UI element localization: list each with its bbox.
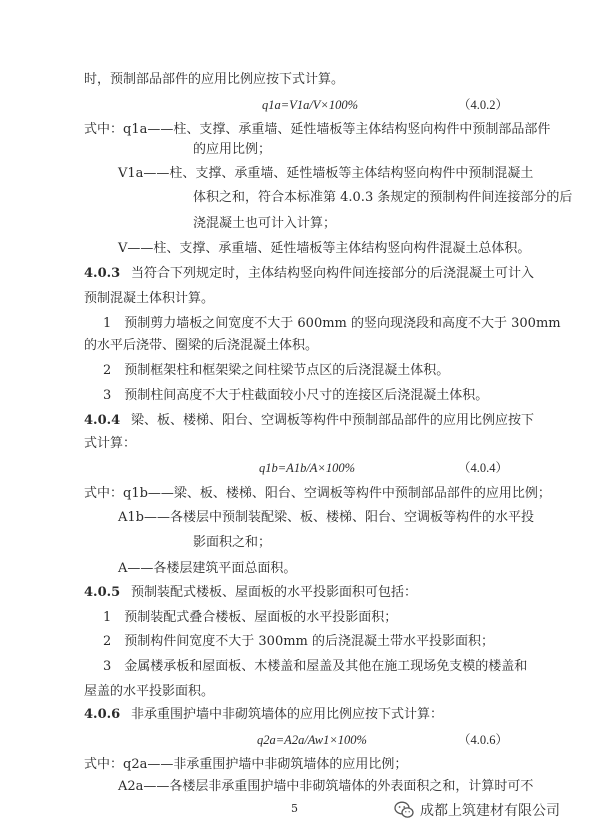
clause-number: 4.0.4 <box>84 413 121 428</box>
definition-line: 体积之和，符合本标准第 4.0.3 条规定的预制构件间连接部分的后 <box>193 190 573 205</box>
list-item: 的水平后浇带、圈梁的后浇混凝土体积。 <box>84 338 319 353</box>
clause-text: 非承重围护墙中非砌筑墙体的应用比例应按下式计算： <box>131 707 444 722</box>
list-item: 1 预制装配式叠合楼板、屋面板的水平投影面积； <box>103 610 398 625</box>
list-item: 3 预制柱间高度不大于柱截面较小尺寸的连接区后浇混凝土体积。 <box>103 388 489 403</box>
definition-line: 的应用比例； <box>193 142 272 157</box>
text-line: 时，预制部品部件的应用比例应按下式计算。 <box>84 72 345 87</box>
definition-line: A1b——各楼层中预制装配梁、板、楼梯、阳台、空调板等构件的水平投 <box>118 510 534 525</box>
clause-text: 式计算： <box>84 436 137 451</box>
definition-line: 影面积之和； <box>193 535 272 550</box>
list-item: 屋盖的水平投影面积。 <box>84 684 215 699</box>
definition-line: A2a——各楼层非承重围护墙中非砌筑墙体的外表面积之和，计算时可不 <box>118 779 534 794</box>
equation-number: （4.0.4） <box>458 461 509 475</box>
list-item: 2 预制构件间宽度不大于 300mm 的后浇混凝土带水平投影面积； <box>103 634 495 649</box>
list-item: 1 预制剪力墙板之间宽度不大于 600mm 的竖向现浇段和高度不大于 300mm <box>103 316 561 331</box>
definition-line: 式中：q1a——柱、支撑、承重墙、延性墙板等主体结构竖向构件中预制部品部件 <box>84 122 551 137</box>
wechat-icon <box>394 801 414 819</box>
page-number: 5 <box>291 802 298 815</box>
definition-line: 式中：q1b——梁、板、楼梯、阳台、空调板等构件中预制部品部件的应用比例； <box>84 486 551 501</box>
equation-number: （4.0.2） <box>458 98 509 112</box>
clause-text: 预制装配式楼板、屋面板的水平投影面积可包括： <box>131 585 418 600</box>
clause-number: 4.0.3 <box>84 266 121 281</box>
definition-line: V1a——柱、支撑、承重墙、延性墙板等主体结构竖向构件中预制混凝土 <box>118 166 534 181</box>
formula-4-0-2: q1a=V1a/V×100% <box>262 98 359 112</box>
definition-line: 浇混凝土也可计入计算； <box>193 216 337 231</box>
formula-4-0-6: q2a=A2a/Aw1×100% <box>257 733 367 747</box>
watermark <box>394 800 560 820</box>
definition-line: A——各楼层建筑平面总面积。 <box>118 561 297 576</box>
list-item: 3 金属楼承板和屋面板、木楼盖和屋盖及其他在施工现场免支模的楼盖和 <box>103 659 528 674</box>
watermark-text: 成都上筑建材有限公司 <box>420 803 560 819</box>
clause-number: 4.0.6 <box>84 707 121 722</box>
definition-line: 式中：q2a——非承重围护墙中非砌筑墙体的应用比例； <box>84 757 408 772</box>
list-item: 2 预制框架柱和框架梁之间柱梁节点区的后浇混凝土体积。 <box>103 363 450 378</box>
clause-number: 4.0.5 <box>84 585 121 600</box>
equation-number: （4.0.6） <box>458 733 509 747</box>
formula-4-0-4: q1b=A1b/A×100% <box>259 461 356 475</box>
clause-text: 当符合下列规定时，主体结构竖向构件间连接部分的后浇混凝土可计入 <box>131 266 535 281</box>
definition-line: V——柱、支撑、承重墙、延性墙板等主体结构竖向构件混凝土总体积。 <box>118 241 531 256</box>
clause-text: 梁、板、楼梯、阳台、空调板等构件中预制部品部件的应用比例应按下 <box>131 413 535 428</box>
clause-text: 预制混凝土体积计算。 <box>84 291 215 306</box>
